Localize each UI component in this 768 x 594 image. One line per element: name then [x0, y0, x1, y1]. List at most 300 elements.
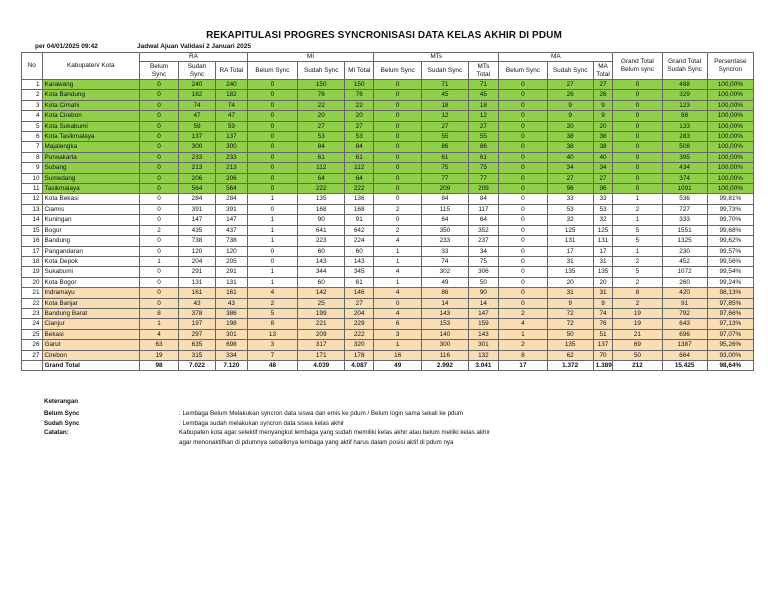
- mi-total: 229: [345, 319, 374, 329]
- table-row: [22, 100, 754, 110]
- ra-belum-sync: 19: [140, 350, 179, 360]
- row-number: 18: [22, 256, 43, 266]
- ra-belum-sync: 0: [140, 246, 179, 256]
- header-ra-col-2: RA Total: [215, 62, 247, 80]
- mi-belum-sync: 0: [247, 80, 297, 90]
- header-grand-total-sudah: Grand Total Sudah Sync: [662, 53, 707, 80]
- mts-total: 84: [468, 194, 499, 204]
- row-number: 4: [22, 111, 43, 121]
- ra-sudah-sync: 291: [179, 267, 216, 277]
- ra-sudah-sync: 435: [179, 225, 216, 235]
- print-date: per 04/01/2025 09:42: [35, 43, 98, 50]
- ma-total: 74: [593, 308, 613, 318]
- region-name: Kota Cimahi: [42, 100, 140, 110]
- row-number: 15: [22, 225, 43, 235]
- mi-sudah-sync: 27: [298, 121, 345, 131]
- mts-total: 18: [468, 100, 499, 110]
- mi-sudah-sync: 64: [298, 173, 345, 183]
- ra-total: 182: [215, 90, 247, 100]
- ma-sudah-sync: 72: [547, 319, 593, 329]
- mts-sudah-sync: 18: [422, 100, 468, 110]
- ra-belum-sync: 0: [140, 132, 179, 142]
- row-number: 20: [22, 277, 43, 287]
- ma-total: 125: [593, 225, 613, 235]
- grand-total-belum: 0: [613, 163, 662, 173]
- mts-total: 237: [468, 236, 499, 246]
- grand-total-sudah: 1387: [662, 340, 707, 350]
- ra-sudah-sync: 240: [179, 80, 216, 90]
- header-group-ma: MA: [499, 53, 613, 62]
- table-row: [22, 319, 754, 329]
- mts-sudah-sync: 27: [422, 121, 468, 131]
- mts-total: 55: [468, 132, 499, 142]
- grand-total-belum: 0: [613, 173, 662, 183]
- mts-total: 50: [468, 277, 499, 287]
- mts-sudah-sync: 33: [422, 246, 468, 256]
- ma-total: 34: [593, 163, 613, 173]
- mi-total: 20: [345, 111, 374, 121]
- mts-belum-sync: 0: [374, 152, 422, 162]
- ra-sudah-sync: 197: [179, 319, 216, 329]
- ra-belum-sync: 4: [140, 329, 179, 339]
- ra-total: 205: [215, 256, 247, 266]
- mi-total: 27: [345, 298, 374, 308]
- ma-total: 38: [593, 142, 613, 152]
- grand-total-sudah: 536: [662, 194, 707, 204]
- mts-total: 75: [468, 256, 499, 266]
- mts-belum-sync: 1: [374, 246, 422, 256]
- sync-percentage: 100,00%: [707, 80, 753, 90]
- grand-total-sudah: 91: [662, 298, 707, 308]
- ma-sudah-sync: 50: [547, 329, 593, 339]
- table-row: [22, 80, 754, 90]
- sync-percentage: 100,00%: [707, 184, 753, 194]
- grand-total-belum: 0: [613, 80, 662, 90]
- ra-belum-sync: 0: [140, 90, 179, 100]
- mts-total: 132: [468, 350, 499, 360]
- row-number: 27: [22, 350, 43, 360]
- mi-belum-sync: 5: [247, 308, 297, 318]
- mts-total: 71: [468, 80, 499, 90]
- mi-total: 642: [345, 225, 374, 235]
- row-number: 5: [22, 121, 43, 131]
- ra-total: 240: [215, 80, 247, 90]
- ma-belum-sync: 0: [499, 204, 547, 214]
- mi-sudah-sync: 317: [298, 340, 345, 350]
- ma-sudah-sync: 33: [547, 194, 593, 204]
- mts-sudah-sync: 77: [422, 173, 468, 183]
- mi-sudah-sync: 60: [298, 277, 345, 287]
- ra-total: 386: [215, 308, 247, 318]
- table-row: [22, 152, 754, 162]
- ra-total: 161: [215, 288, 247, 298]
- mts-belum-sync: 0: [374, 121, 422, 131]
- ra-belum-sync: 0: [140, 204, 179, 214]
- row-number: 10: [22, 173, 43, 183]
- grand-total-sudah: 1325: [662, 236, 707, 246]
- ma-belum-sync: 4: [499, 319, 547, 329]
- ra-sudah-sync: 300: [179, 142, 216, 152]
- sync-percentage: 99,24%: [707, 277, 753, 287]
- ma-sudah-sync: 26: [547, 90, 593, 100]
- mts-belum-sync: 0: [374, 100, 422, 110]
- ma-total: 96: [593, 184, 613, 194]
- region-name: Cianjur: [42, 319, 140, 329]
- grand-total-sudah: 664: [662, 350, 707, 360]
- ra-sudah-sync: 182: [179, 90, 216, 100]
- ma-sudah-sync: 38: [547, 142, 593, 152]
- mts-sudah-sync: 233: [422, 236, 468, 246]
- ma-total: 17: [593, 246, 613, 256]
- ra-sudah-sync: 137: [179, 132, 216, 142]
- grand-total-sudah: 420: [662, 288, 707, 298]
- mts-sudah-sync: 302: [422, 267, 468, 277]
- grand-total-belum: 2: [613, 298, 662, 308]
- mi-total: 61: [345, 277, 374, 287]
- table-row: [22, 142, 754, 152]
- total-ma-belum-sync: 17: [499, 360, 547, 370]
- sync-percentage: 100,00%: [707, 152, 753, 162]
- mi-total: 320: [345, 340, 374, 350]
- ma-sudah-sync: 20: [547, 277, 593, 287]
- ma-sudah-sync: 27: [547, 173, 593, 183]
- grand-total-belum: 1: [613, 215, 662, 225]
- ma-belum-sync: 1: [499, 329, 547, 339]
- table-body: [22, 80, 754, 371]
- total-ra-belum-sync: 98: [140, 360, 179, 370]
- ra-total: 137: [215, 132, 247, 142]
- table-row: [22, 350, 754, 360]
- ma-belum-sync: 0: [499, 132, 547, 142]
- mts-sudah-sync: 12: [422, 111, 468, 121]
- header-region: Kabupaten/ Kota: [42, 53, 140, 80]
- mts-sudah-sync: 86: [422, 288, 468, 298]
- ra-sudah-sync: 43: [179, 298, 216, 308]
- mi-belum-sync: 4: [247, 288, 297, 298]
- mts-total: 117: [468, 204, 499, 214]
- total-ma-sudah-sync: 1.372: [547, 360, 593, 370]
- ma-belum-sync: 0: [499, 80, 547, 90]
- grand-total-sudah: 1551: [662, 225, 707, 235]
- ma-belum-sync: 0: [499, 152, 547, 162]
- ra-belum-sync: 0: [140, 80, 179, 90]
- ra-total: 300: [215, 142, 247, 152]
- mts-sudah-sync: 71: [422, 80, 468, 90]
- ma-sudah-sync: 96: [547, 184, 593, 194]
- ma-sudah-sync: 131: [547, 236, 593, 246]
- ma-belum-sync: 0: [499, 121, 547, 131]
- sync-percentage: 95,26%: [707, 340, 753, 350]
- mts-total: 86: [468, 142, 499, 152]
- ma-sudah-sync: 17: [547, 246, 593, 256]
- mi-total: 84: [345, 142, 374, 152]
- sync-percentage: 99,57%: [707, 246, 753, 256]
- mts-total: 352: [468, 225, 499, 235]
- grand-total-sudah: 1091: [662, 184, 707, 194]
- header-ra-col-0: Belum Sync: [140, 62, 179, 80]
- grand-total-belum: 1: [613, 194, 662, 204]
- header-mi-col-0: Belum Sync: [247, 62, 297, 80]
- mi-total: 150: [345, 80, 374, 90]
- ra-belum-sync: 1: [140, 256, 179, 266]
- table-row: [22, 173, 754, 183]
- mts-sudah-sync: 153: [422, 319, 468, 329]
- mi-belum-sync: 0: [247, 90, 297, 100]
- ma-total: 27: [593, 173, 613, 183]
- table-row: [22, 288, 754, 298]
- sync-percentage: 97,85%: [707, 298, 753, 308]
- ma-sudah-sync: 31: [547, 256, 593, 266]
- mi-belum-sync: 0: [247, 132, 297, 142]
- mts-total: 45: [468, 90, 499, 100]
- ma-total: 53: [593, 204, 613, 214]
- header-mts-col-2: MTs Total: [468, 62, 499, 80]
- ra-sudah-sync: 204: [179, 256, 216, 266]
- region-name: Karawang: [42, 80, 140, 90]
- total-mi-sudah-sync: 4.039: [298, 360, 345, 370]
- region-name: Kota Sukabumi: [42, 121, 140, 131]
- mi-total: 224: [345, 236, 374, 246]
- mi-total: 91: [345, 215, 374, 225]
- table-row: [22, 132, 754, 142]
- ra-belum-sync: 2: [140, 225, 179, 235]
- mts-belum-sync: 0: [374, 184, 422, 194]
- ma-total: 31: [593, 288, 613, 298]
- ra-total: 564: [215, 184, 247, 194]
- mts-belum-sync: 0: [374, 90, 422, 100]
- ra-sudah-sync: 59: [179, 121, 216, 131]
- ra-belum-sync: 0: [140, 267, 179, 277]
- ma-sudah-sync: 20: [547, 121, 593, 131]
- mts-total: 77: [468, 173, 499, 183]
- mi-sudah-sync: 61: [298, 152, 345, 162]
- ma-belum-sync: 0: [499, 277, 547, 287]
- recap-table: [21, 52, 754, 371]
- ma-sudah-sync: 9: [547, 298, 593, 308]
- ra-sudah-sync: 297: [179, 329, 216, 339]
- ra-total: 120: [215, 246, 247, 256]
- ra-belum-sync: 0: [140, 288, 179, 298]
- mts-sudah-sync: 300: [422, 340, 468, 350]
- table-row: [22, 308, 754, 318]
- mts-sudah-sync: 14: [422, 298, 468, 308]
- mi-belum-sync: 0: [247, 163, 297, 173]
- mi-belum-sync: 0: [247, 184, 297, 194]
- page-title: REKAPITULASI PROGRES SYNCRONISASI DATA KELAS AKHIR DI PDUM: [206, 30, 562, 41]
- mts-sudah-sync: 116: [422, 350, 468, 360]
- mi-sudah-sync: 199: [298, 308, 345, 318]
- ra-sudah-sync: 635: [179, 340, 216, 350]
- ra-sudah-sync: 161: [179, 288, 216, 298]
- ma-sudah-sync: 9: [547, 111, 593, 121]
- total-mts-belum-sync: 49: [374, 360, 422, 370]
- mts-belum-sync: 0: [374, 163, 422, 173]
- mts-total: 159: [468, 319, 499, 329]
- sync-percentage: 100,00%: [707, 132, 753, 142]
- mi-sudah-sync: 223: [298, 236, 345, 246]
- region-name: Kota Depok: [42, 256, 140, 266]
- mi-sudah-sync: 222: [298, 184, 345, 194]
- ma-sudah-sync: 53: [547, 204, 593, 214]
- ma-belum-sync: 0: [499, 267, 547, 277]
- sync-percentage: 99,54%: [707, 267, 753, 277]
- ra-sudah-sync: 206: [179, 173, 216, 183]
- row-number: 13: [22, 204, 43, 214]
- mi-sudah-sync: 135: [298, 194, 345, 204]
- row-number: 8: [22, 152, 43, 162]
- ma-belum-sync: 0: [499, 194, 547, 204]
- row-number: 11: [22, 184, 43, 194]
- grand-total-label: Grand Total: [42, 360, 140, 370]
- sync-percentage: 100,00%: [707, 163, 753, 173]
- mi-belum-sync: 0: [247, 246, 297, 256]
- header-group-ra: RA: [140, 53, 248, 62]
- ma-total: 31: [593, 256, 613, 266]
- mts-sudah-sync: 86: [422, 142, 468, 152]
- mi-belum-sync: 0: [247, 121, 297, 131]
- grand-total-sudah: 133: [662, 121, 707, 131]
- header-mts-col-1: Sudah Sync: [422, 62, 468, 80]
- mts-sudah-sync: 75: [422, 163, 468, 173]
- grand-total-belum: 0: [613, 90, 662, 100]
- mts-total: 306: [468, 267, 499, 277]
- ma-sudah-sync: 135: [547, 267, 593, 277]
- mts-total: 209: [468, 184, 499, 194]
- sync-percentage: 100,00%: [707, 173, 753, 183]
- table-row: [22, 256, 754, 266]
- row-number: 12: [22, 194, 43, 204]
- ra-total: 698: [215, 340, 247, 350]
- mts-belum-sync: 0: [374, 215, 422, 225]
- header-grand-total-belum: Grand Total Belum sync: [613, 53, 662, 80]
- ma-sudah-sync: 9: [547, 100, 593, 110]
- mts-sudah-sync: 209: [422, 184, 468, 194]
- grand-total-belum: 0: [613, 132, 662, 142]
- mi-belum-sync: 0: [247, 111, 297, 121]
- ra-sudah-sync: 233: [179, 152, 216, 162]
- mi-sudah-sync: 142: [298, 288, 345, 298]
- sync-percentage: 100,00%: [707, 111, 753, 121]
- grand-total-sudah: 1072: [662, 267, 707, 277]
- ma-total: 9: [593, 100, 613, 110]
- grand-total-sudah: 329: [662, 90, 707, 100]
- sync-percentage: 99,73%: [707, 204, 753, 214]
- ma-total: 9: [593, 111, 613, 121]
- mts-belum-sync: 6: [374, 319, 422, 329]
- ma-belum-sync: 0: [499, 142, 547, 152]
- mts-total: 64: [468, 215, 499, 225]
- mi-sudah-sync: 20: [298, 111, 345, 121]
- note-sudah-label: Sudah Sync: [44, 419, 80, 427]
- sync-percentage: 97,07%: [707, 329, 753, 339]
- mts-belum-sync: 4: [374, 288, 422, 298]
- ma-total: 26: [593, 90, 613, 100]
- ma-sudah-sync: 31: [547, 288, 593, 298]
- ma-sudah-sync: 38: [547, 132, 593, 142]
- total-ma-total: 1.389: [593, 360, 613, 370]
- row-number: 25: [22, 329, 43, 339]
- mi-total: 27: [345, 121, 374, 131]
- mts-sudah-sync: 350: [422, 225, 468, 235]
- mi-belum-sync: 3: [247, 340, 297, 350]
- table-row: [22, 267, 754, 277]
- ma-sudah-sync: 32: [547, 215, 593, 225]
- mts-sudah-sync: 64: [422, 215, 468, 225]
- mts-sudah-sync: 49: [422, 277, 468, 287]
- region-name: Kota Bogor: [42, 277, 140, 287]
- row-number: 7: [22, 142, 43, 152]
- mts-total: 301: [468, 340, 499, 350]
- ra-sudah-sync: 131: [179, 277, 216, 287]
- mts-total: 12: [468, 111, 499, 121]
- ma-total: 135: [593, 267, 613, 277]
- ma-total: 20: [593, 121, 613, 131]
- grand-total-belum: 69: [613, 340, 662, 350]
- ra-sudah-sync: 74: [179, 100, 216, 110]
- ra-belum-sync: 0: [140, 236, 179, 246]
- ma-belum-sync: 0: [499, 111, 547, 121]
- mi-total: 222: [345, 329, 374, 339]
- region-name: Kota Bandung: [42, 90, 140, 100]
- mi-sudah-sync: 76: [298, 90, 345, 100]
- sync-percentage: 100,00%: [707, 90, 753, 100]
- grand-total-belum: 0: [613, 100, 662, 110]
- ra-belum-sync: 0: [140, 152, 179, 162]
- mts-sudah-sync: 84: [422, 194, 468, 204]
- total-mts-sudah-sync: 2.992: [422, 360, 468, 370]
- ma-sudah-sync: 27: [547, 80, 593, 90]
- ma-total: 38: [593, 132, 613, 142]
- mts-belum-sync: 16: [374, 350, 422, 360]
- mi-total: 64: [345, 173, 374, 183]
- table-row: [22, 246, 754, 256]
- grand-total-belum: 0: [613, 142, 662, 152]
- grand-total-belum: 5: [613, 267, 662, 277]
- row-number: 1: [22, 80, 43, 90]
- mts-total: 14: [468, 298, 499, 308]
- note-belum-label: Belum Sync: [44, 410, 80, 417]
- ma-belum-sync: 0: [499, 256, 547, 266]
- ra-total: 74: [215, 100, 247, 110]
- grand-total-sudah: 508: [662, 142, 707, 152]
- region-name: Kuningan: [42, 215, 140, 225]
- header-ma-col-1: Sudah Sync: [547, 62, 593, 80]
- row-number: 22: [22, 298, 43, 308]
- note-sudah-text: : Lembaga sudah melakukan syncron data siswa kelas akhir: [179, 419, 345, 427]
- mts-belum-sync: 0: [374, 298, 422, 308]
- ra-total: 391: [215, 204, 247, 214]
- ra-belum-sync: 0: [140, 163, 179, 173]
- mi-total: 136: [345, 194, 374, 204]
- header-group-mi: MI: [247, 53, 373, 62]
- total-ra-total: 7.120: [215, 360, 247, 370]
- grand-total-belum: 8: [613, 288, 662, 298]
- ma-sudah-sync: 62: [547, 350, 593, 360]
- table-row: [22, 90, 754, 100]
- sync-percentage: 98,13%: [707, 288, 753, 298]
- note-catatan-text-2: agar menonaktifkan di pdumnya sebaliknya lembaga yang aktif harus dalam posisi aktif di pdum nya: [179, 438, 454, 446]
- header-mi-col-2: MI Total: [345, 62, 374, 80]
- ra-sudah-sync: 315: [179, 350, 216, 360]
- ra-belum-sync: 0: [140, 173, 179, 183]
- mts-sudah-sync: 140: [422, 329, 468, 339]
- ra-belum-sync: 63: [140, 340, 179, 350]
- mts-belum-sync: 2: [374, 225, 422, 235]
- ma-belum-sync: 2: [499, 308, 547, 318]
- mi-sudah-sync: 143: [298, 256, 345, 266]
- ma-sudah-sync: 40: [547, 152, 593, 162]
- grand-total-belum: 0: [613, 111, 662, 121]
